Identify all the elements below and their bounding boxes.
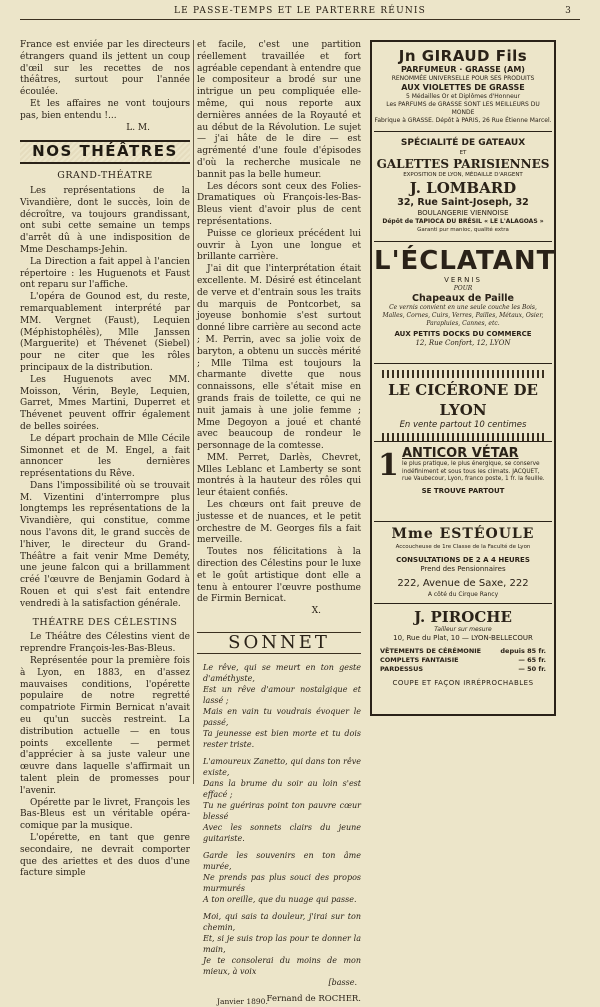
subhead-celestins: THÉATRE DES CÉLESTINS xyxy=(32,616,178,628)
verse-line: Ta jeunesse est bien morte et tu dois rester triste. xyxy=(203,728,361,749)
paragraph: Opérette par le livret, François les Bas-Bleus est un véritable opéra-comique par la musique. xyxy=(20,797,190,832)
ad-cicerone-name: LE CICÉRONE DE LYON xyxy=(388,381,538,419)
ad-lombard-text: Garanti pur manioc, qualité extra xyxy=(417,227,509,233)
price-value: — 50 fr. xyxy=(518,665,546,673)
paragraph: Les chœurs ont fait preuve de justesse et de nuances, et le petit orchestre de M. Georges fils a fait merveille. xyxy=(197,500,361,546)
ad-anticor-text: le plus pratique, le plus énergique, se conserve indéfiniment et sous tous les climats. JACQUET, rue Vaubecour, Lyon, franco poste, 1 fr. la feuille. xyxy=(402,461,545,482)
paragraph: MM. Perret, Darlès, Chevret, Mlles Leblanc et Lamberty se sont montrés à la hauteur des rôles qui leur étaient confiés. xyxy=(197,452,361,499)
verse-line: Tu ne guériras point ton pauvre cœur blessé xyxy=(203,800,361,821)
ad-eclatant-text: Chapeaux de Paille xyxy=(412,293,514,304)
verse-line: Moi, qui sais ta douleur, j'irai sur ton chemin, xyxy=(203,911,361,932)
paragraph: Puisse ce glorieux précédent lui ouvrir à Lyon une longue et brillante carrière. xyxy=(197,228,361,263)
article-signature: X. xyxy=(311,606,321,617)
column-left xyxy=(20,40,190,880)
verse-line: L'amoureux Zanetto, qui dans ton rêve existe, xyxy=(203,756,361,777)
ad-esteoule-text: CONSULTATIONS DE 2 A 4 HEURES xyxy=(396,556,530,564)
ad-anticor xyxy=(374,442,552,522)
page-number: 3 xyxy=(565,6,572,16)
ad-piroche xyxy=(374,604,552,714)
ad-eclatant-address: 12, Rue Confort, 12, LYON xyxy=(415,339,511,347)
price-row xyxy=(374,656,552,665)
sonnet-date: Janvier 1890. xyxy=(217,996,268,1006)
journal-title: LE PASSE-TEMPS ET LE PARTERRE RÉUNIS xyxy=(173,6,427,16)
ad-piroche-footer: COUPE ET FAÇON IRRÉPROCHABLES xyxy=(392,679,534,687)
ad-cicerone xyxy=(374,364,552,442)
advertisements-panel xyxy=(370,40,556,716)
ad-eclatant-text: POUR xyxy=(453,285,473,292)
ad-giraud-text: Les PARFUMS de GRASSE SONT LES MEILLEURS DU MONDE xyxy=(386,101,540,116)
ad-eclatant-name: L'ÉCLATANT xyxy=(374,246,556,276)
ad-anticor-footer: SE TROUVE PARTOUT xyxy=(421,486,505,495)
price-row xyxy=(374,647,552,656)
intro-signature: L. M. xyxy=(126,122,150,133)
ad-lombard-text: SPÉCIALITÉ DE GATEAUX xyxy=(400,138,526,148)
ad-giraud-text: 5 Médailles Or et Diplômes d'Honneur xyxy=(405,93,521,100)
verse-line: Garde les souvenirs en ton âme murée, xyxy=(203,850,361,871)
price-row xyxy=(374,665,552,674)
sonnet-title: SONNET xyxy=(197,632,361,654)
ad-piroche-pricelist xyxy=(374,647,552,674)
price-label: COMPLETS FANTAISIE xyxy=(380,656,459,664)
intro-paragraph-2: Et les affaires ne vont toujours pas, bien entendu !... xyxy=(20,98,190,121)
subhead-grand-theatre: GRAND-THÉATRE xyxy=(57,170,153,182)
ad-lombard-text: BOULANGERIE VIENNOISE xyxy=(417,209,509,217)
sonnet-poem xyxy=(197,662,361,988)
verse-line: Et, si je suis trop las pour te donner la main, xyxy=(203,933,361,954)
ad-giraud-text: RENOMMÉE UNIVERSELLE POUR SES PRODUITS xyxy=(391,75,535,82)
stanza-1 xyxy=(203,662,361,750)
ad-giraud-sub: PARFUMEUR · GRASSE (AM) xyxy=(401,65,525,74)
ad-esteoule-text: Accoucheuse de 1re Classe de la Faculté de Lyon xyxy=(395,544,531,550)
paragraph: Toutes nos félicitations à la direction des Célestins pour le luxe et le goût artistique dont elle a tenu à entourer l'œuvre posthume de Firmin Bernicat. xyxy=(197,547,361,605)
paragraph: L'opérette, en tant que genre secondaire, ne devrait comporter que des ariettes et des duos d'une facture simple xyxy=(20,833,190,879)
verse-line: Le rêve, qui se meurt en ton geste d'améthyste, xyxy=(203,662,361,683)
price-value: depuis 85 fr. xyxy=(500,647,546,655)
ad-piroche-address: 10, Rue du Plat, 10 — LYON-BELLECOUR xyxy=(393,634,533,642)
paragraph: Les représentations de la Vivandière, dont le succès, loin de décroître, va toujours grandissant, ont subi cette semaine un temps d'arrêt dû à une indisposition de Mme Deschamps-Jehin. xyxy=(20,185,190,255)
verse-line: Ne prends pas plus souci des propos murmurés xyxy=(203,872,361,893)
paragraph: L'opéra de Gounod est, du reste, remarquablement interprété par MM. Vergnet (Faust), Lequien (Méphistophélès), Mlle Janssen (Marguerite) et Thévenet (Siebel) pour ne citer que les rôles principaux de la distribution. xyxy=(20,292,190,373)
ad-esteoule-name: Mme ESTÉOULE xyxy=(391,526,535,542)
ad-eclatant xyxy=(374,242,556,364)
ad-anticor-name: ANTICOR VÉTAR xyxy=(402,446,519,461)
verse-line-end: [basse. xyxy=(328,977,357,987)
ad-piroche-name: J. PIROCHE xyxy=(414,608,512,626)
section-title-nos-theatres: NOS THÉÂTRES xyxy=(20,140,190,164)
ad-anticor-number: 1 xyxy=(378,448,399,483)
paragraph: Dans l'impossibilité où se trouvait M. Vizentini d'interrompre plus longtemps les représentations de la Vivandière, qui constitue, comme nous l'avons dit, le grand succès de l'hiver, le directeur du Grand-Théâtre a fait venir Mme Deméty, une jeune falcon qui a brillamment créé l'œuvre de Benjamin Godard à Rouen et qui s'est fait entendre vendredi à la satisfaction générale. xyxy=(20,480,190,609)
paragraph: La Direction a fait appel à l'ancien répertoire : les Huguenots et Faust ont reparu sur l'affiche. xyxy=(20,256,190,291)
column-middle xyxy=(197,40,361,1007)
ad-lombard-name: J. LOMBARD xyxy=(409,179,517,197)
price-label: PARDESSUS xyxy=(380,665,424,673)
verse-line: Dans la brume du soir au loin s'est effacé ; xyxy=(203,778,361,799)
ad-eclatant-text: Ce vernis convient en une seule couche les Bois, Malles, Cornes, Cuirs, Verres, Pailles, Métaux, Osier, Parapluies, Cannes, etc. xyxy=(382,304,544,327)
verse-line: Je te consolerai du moins de mon mieux, à voix xyxy=(203,955,361,976)
paragraph: J'ai dit que l'interprétation était excellente. M. Désiré est étincelant de verve et d'entrain sous les traits du marquis de Pontcorbet, sa joyeuse bonhomie s'est surtout donné libre carrière au second acte ; M. Perrin, avec sa jolie voix de baryton, a obtenu un succès mérité ; Mlle Tilma est toujours la charmante divette que nous connaissons, elle s'était mise en grands frais de toilette, ce qui ne nuit jamais à une jolie femme ; Mme Degoyon a joué et chanté avec beaucoup de rondeur le personnage de la comtesse. xyxy=(197,264,361,452)
ad-giraud-text: Fabrique à GRASSE. Dépôt à PARIS, 26 Rue Étienne Marcel. xyxy=(374,117,552,124)
ad-esteoule-text: Prend des Pensionnaires xyxy=(420,565,506,573)
ad-giraud xyxy=(374,44,552,132)
stanza-3 xyxy=(203,850,361,905)
paragraph: Le départ prochain de Mlle Cécile Simonnet et de M. Engel, a fait annoncer les dernières représentations du Rêve. xyxy=(20,433,190,480)
ad-giraud-name: Jn GIRAUD Fils xyxy=(398,47,528,65)
ad-esteoule xyxy=(374,522,552,604)
ad-lombard-address: 32, Rue Saint-Joseph, 32 xyxy=(397,197,529,208)
ad-lombard xyxy=(374,132,552,242)
ad-lombard-text: Dépôt de TAPIOCA DU BRÉSIL « LE L'ALAGOAS » xyxy=(382,218,544,225)
verse-line: Mais en vain tu voudrais évoquer le passé, xyxy=(203,706,361,727)
paragraph: Les Huguenots avec MM. Moisson, Vérin, Beyle, Lequien, Garret, Mmes Martini, Duperret et Thévenet peuvent offrir également de belles soirées. xyxy=(20,374,190,432)
paragraph: Les décors sont ceux des Folies-Dramatiques où François-les-Bas-Bleus vient d'avoir plus de cent représentations. xyxy=(197,181,361,227)
verse-line: A ton oreille, que du nuage qui passe. xyxy=(203,894,357,904)
column-divider xyxy=(193,40,194,784)
ad-esteoule-address: 222, Avenue de Saxe, 222 xyxy=(397,578,529,589)
ornament-border xyxy=(382,433,544,441)
price-label: VÊTEMENTS DE CÉRÉMONIE xyxy=(380,647,482,655)
ad-eclatant-text: AUX PETITS DOCKS DU COMMERCE xyxy=(394,330,532,338)
ad-piroche-text: Tailleur sur mesure xyxy=(434,626,492,633)
ad-eclatant-text: VERNIS xyxy=(444,276,482,284)
intro-paragraph: France est enviée par les directeurs étrangers quand ils jettent un coup d'œil sur les recettes de nos théâtres, surtout pour l'année écoulée. xyxy=(20,40,190,98)
paragraph: Représentée pour la première fois à Lyon, en 1883, en d'assez mauvaises conditions, l'opérette populaire de notre regretté compatriote Firmin Bernicat n'avait eu qu'un succès restreint. La distribution actuelle — en tous points excellente — permet d'apprécier à sa juste valeur une œuvre dans laquelle s'affirmait un talent plein de promesses pour l'avenir. xyxy=(20,656,190,796)
paragraph: et facile, c'est une partition réellement travaillée et fort agréable cependant à entendre que le compositeur a brodé sur une intrigue un peu compliquée elle-même, qui nous reporte aux dernières années de la Royauté et au début de la Révolution. Le sujet — j'ai hâte de le dire — est agrémenté d'une foule d'épisodes d'où la recherche musicale ne bannit pas la belle humeur. xyxy=(197,40,361,180)
verse-line: Est un rêve d'amour nostalgique et lassé ; xyxy=(203,684,361,705)
ad-lombard-text: ET xyxy=(459,150,467,156)
page-header xyxy=(20,6,580,20)
ornament-border xyxy=(382,370,544,378)
paragraph: Le Théâtre des Célestins vient de reprendre François-les-Bas-Bleus. xyxy=(20,632,190,655)
ad-esteoule-text: A côté du Cirque Rancy xyxy=(427,591,499,598)
ad-cicerone-text: En vente partout 10 centimes xyxy=(399,420,527,430)
ad-giraud-text: AUX VIOLETTES DE GRASSE xyxy=(401,83,525,92)
ad-lombard-text: GALETTES PARISIENNES xyxy=(376,157,550,171)
stanza-2 xyxy=(203,756,361,844)
price-value: — 65 fr. xyxy=(518,656,546,664)
stanza-4 xyxy=(203,911,361,988)
sonnet-signature: Fernand de ROCHER. xyxy=(266,993,361,1004)
verse-line: Avec les sonnets clairs du jeune guitariste. xyxy=(203,822,361,843)
ad-lombard-text: EXPOSITION DE LYON, MÉDAILLE D'ARGENT xyxy=(403,172,523,178)
